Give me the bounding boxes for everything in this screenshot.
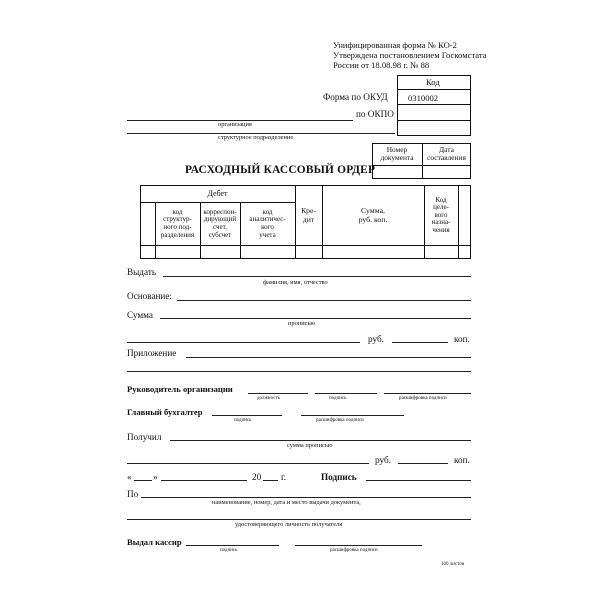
approval-line: Утверждена постановлением Госкомстата <box>333 50 487 60</box>
rubles-label: руб. <box>368 334 384 344</box>
date-year-line[interactable] <box>263 480 278 481</box>
department-code-header: код структур- ного под- разделения <box>160 207 195 239</box>
year-suffix: г. <box>281 472 287 482</box>
sheet-count-note: 100 листов <box>441 562 465 567</box>
received-amount-line[interactable] <box>170 440 471 441</box>
debit-blank-header <box>140 203 155 245</box>
head-label: Руководитель организации <box>127 384 233 394</box>
amount-continued-line[interactable] <box>127 342 360 343</box>
department-caption: структурное подразделение <box>218 134 294 141</box>
id-document-label: По <box>127 489 139 499</box>
received-label: Получил <box>127 432 162 442</box>
purpose-code-header: Код целе- вого назна- чения <box>431 195 451 234</box>
head-decoding-caption: расшифровка подписи <box>399 396 447 401</box>
attachment-label: Приложение <box>127 348 177 358</box>
head-signature-caption: подпись <box>329 396 347 401</box>
cashier-label: Выдал кассир <box>127 537 182 547</box>
chief-accountant-label: Главный бухгалтер <box>127 407 203 417</box>
okpo-label: по ОКПО <box>356 109 394 119</box>
kopecks-line[interactable] <box>392 342 448 343</box>
amount-words-caption: прописью <box>288 320 316 327</box>
credit-header: Кре- дит <box>301 206 316 224</box>
doc-number-header: Номер документа <box>380 145 414 162</box>
kopecks-label: коп. <box>454 334 470 344</box>
received-amount-continued-line[interactable] <box>127 463 369 464</box>
okud-value: 0310002 <box>408 93 439 103</box>
received-kopecks-line[interactable] <box>398 463 448 464</box>
head-signature-line[interactable] <box>315 393 377 394</box>
id-document-line-2[interactable] <box>127 519 471 520</box>
cashier-signature-line[interactable] <box>186 545 279 546</box>
chief-accountant-decoding-line[interactable] <box>301 415 404 416</box>
date-month-line[interactable] <box>161 480 247 481</box>
okud-label: Форма по ОКУД <box>323 92 388 102</box>
date-open-quote: « <box>127 472 132 482</box>
recipient-signature-label: Подпись <box>321 472 357 482</box>
cashier-decoding-line[interactable] <box>295 545 422 546</box>
chief-accountant-signature-caption: подпись <box>234 418 252 423</box>
issue-to-label: Выдать <box>127 267 157 277</box>
code-header: Код <box>426 77 440 87</box>
attachment-line[interactable] <box>186 357 471 358</box>
recipient-name-line[interactable] <box>163 276 471 277</box>
head-position-caption: должность <box>257 396 280 401</box>
amount-label: Сумма <box>127 310 154 320</box>
document-title: РАСХОДНЫЙ КАССОВЫЙ ОРДЕР <box>185 164 376 176</box>
blank-header <box>458 186 471 245</box>
cashier-signature-caption: подпись <box>220 548 238 553</box>
corr-account-header: корреспон- дирующий счет, субсчет <box>203 207 237 239</box>
received-rubles-label: руб. <box>375 455 391 465</box>
attachment-line-2[interactable] <box>127 371 471 372</box>
chief-accountant-decoding-caption: расшифровка подписи <box>316 418 364 423</box>
id-document-caption: наименование, номер, дата и место выдачи документа, <box>212 499 361 506</box>
basis-label: Основание: <box>127 291 172 301</box>
doc-date-header: Дата составления <box>427 145 466 162</box>
approval-date-line: России от 18.08.98 г. № 88 <box>333 60 430 70</box>
id-document-line[interactable] <box>141 497 471 498</box>
amount-words-line[interactable] <box>160 318 471 319</box>
organization-caption: организация <box>218 121 252 128</box>
cashier-decoding-caption: расшифровка подписи <box>330 548 378 553</box>
chief-accountant-signature-line[interactable] <box>212 415 282 416</box>
id-document-caption-2: удостоверяющего личность получателя <box>235 521 343 528</box>
received-amount-caption: сумма прописью <box>287 442 333 449</box>
head-decoding-line[interactable] <box>384 393 471 394</box>
debit-header: Дебет <box>207 188 228 198</box>
recipient-signature-line[interactable] <box>366 480 471 481</box>
sum-header: Сумма, руб. коп. <box>358 206 388 224</box>
year-prefix: 20 <box>252 472 262 482</box>
date-day-line[interactable] <box>134 480 152 481</box>
basis-line[interactable] <box>177 300 471 301</box>
received-kopecks-label: коп. <box>454 455 470 465</box>
head-position-line[interactable] <box>248 393 308 394</box>
date-close-quote: » <box>153 472 158 482</box>
form-id-line: Унифицированная форма № КО-2 <box>333 40 457 50</box>
analytic-code-header: код аналитичес- кого учета <box>249 207 286 239</box>
recipient-name-caption: фамилия, имя, отчество <box>263 279 328 286</box>
